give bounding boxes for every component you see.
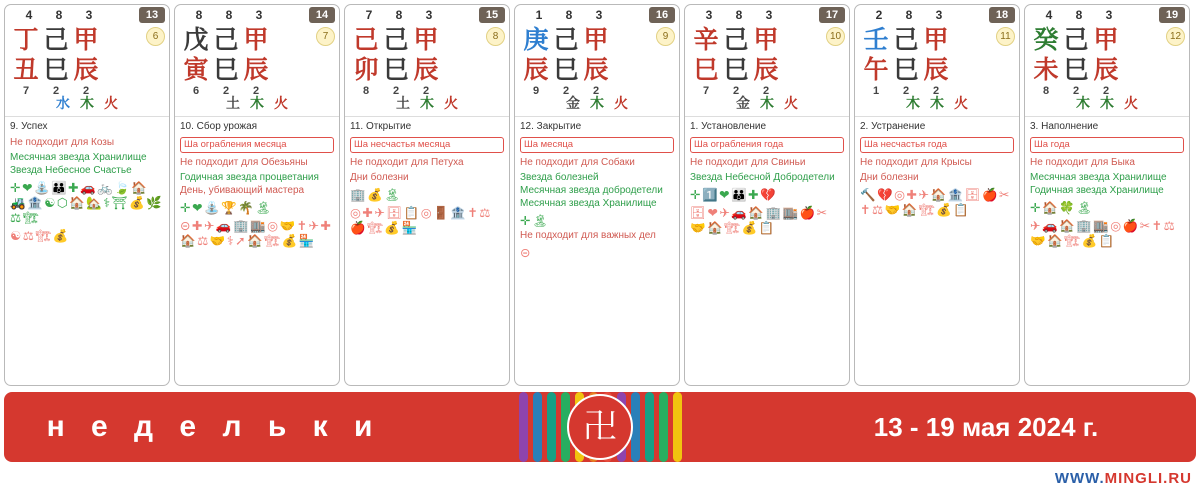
pillars-row	[345, 25, 509, 97]
auspicious-activity-icons: ✛❤⛲👪✚🚗🚲🍃🏠🚜🏦☯⬡🏠🏡⚕⛩💰🌿⚖🏗	[10, 180, 164, 225]
day-number-badge: 16	[649, 7, 675, 23]
heavenly-stem: 丁	[13, 25, 39, 54]
heavenly-stem: 己	[553, 25, 579, 54]
footer-right	[776, 392, 1196, 462]
element-glyph: 木	[420, 96, 434, 112]
card-body	[5, 117, 169, 385]
day-card[interactable]	[344, 4, 510, 386]
pillar-column	[71, 25, 101, 97]
heavenly-stem: 甲	[753, 25, 779, 54]
pillars-row	[855, 25, 1019, 97]
site-url-prefix: WWW.	[1054, 470, 1105, 487]
heavenly-stem: 甲	[243, 25, 269, 54]
footer-banner	[4, 392, 1196, 462]
head-number: 8	[735, 8, 743, 22]
pillar-number: 9	[532, 85, 540, 97]
head-number: 3	[1105, 8, 1113, 22]
auspicious-star: Месячная звезда Хранилище	[10, 152, 147, 163]
head-numbers	[518, 8, 649, 22]
unsuitable-zodiac: Не подходит для Собаки	[520, 157, 635, 168]
inauspicious-activity-icons: ◎✚✈🗄📋◎🚪🏦✝⚖🍎🏗💰🏪	[350, 205, 493, 235]
element-glyph: 土	[226, 96, 240, 112]
pillar-number: 2	[82, 85, 90, 97]
card-body	[175, 117, 339, 385]
element-glyph: 火	[444, 96, 458, 112]
head-number: 8	[225, 8, 233, 22]
element-glyph: 火	[274, 96, 288, 112]
auspicious-star: Годичная звезда процветания	[180, 172, 319, 183]
card-header	[175, 5, 339, 25]
lunar-day-badge: 9	[656, 27, 675, 46]
element-glyph: 木	[590, 96, 604, 112]
inauspicious-star: Дни болезни	[860, 172, 919, 183]
pillars-row	[1025, 25, 1189, 97]
pillar-number: 8	[362, 85, 370, 97]
earthly-branch: 辰	[243, 55, 269, 84]
auspicious-activity-icons: ✛1️⃣❤👪✚💔	[690, 187, 778, 202]
pillar-column	[41, 25, 71, 97]
heavenly-stem: 己	[43, 25, 69, 54]
element-glyph: 火	[784, 96, 798, 112]
auspicious-activity-icons: 🏢💰🏝	[350, 187, 402, 202]
unsuitable-zodiac: Не подходит для Крысы	[860, 157, 972, 168]
pillar-number: 7	[22, 85, 30, 97]
element-glyph: 水	[56, 96, 70, 112]
officer-label: 3. Наполнение	[1030, 121, 1099, 132]
day-number-badge: 17	[819, 7, 845, 23]
head-number: 8	[55, 8, 63, 22]
pillar-number: 1	[872, 85, 880, 97]
heavenly-stem: 庚	[523, 25, 549, 54]
inauspicious-star: День, убивающий мастера	[180, 185, 305, 196]
head-number: 8	[1075, 8, 1083, 22]
heavenly-stem: 辛	[693, 25, 719, 54]
card-body	[1025, 117, 1189, 385]
auspicious-star: Звезда болезней	[520, 172, 599, 183]
element-glyph: 木	[760, 96, 774, 112]
rainbow-ray	[659, 392, 668, 462]
head-number: 3	[705, 8, 713, 22]
element-glyph: 木	[1100, 96, 1114, 112]
head-number: 8	[905, 8, 913, 22]
element-glyph: 土	[396, 96, 410, 112]
pillars-row	[175, 25, 339, 97]
pillar-number: 2	[252, 85, 260, 97]
site-url-name: MINGLI.RU	[1104, 470, 1192, 487]
card-header	[1025, 5, 1189, 25]
date-range: 13 - 19 мая 2024 г.	[873, 411, 1099, 442]
pillar-column	[181, 25, 211, 97]
earthly-branch: 巳	[383, 55, 409, 84]
card-body	[855, 117, 1019, 385]
card-header	[515, 5, 679, 25]
longevity-symbol-icon: 卍	[583, 407, 617, 447]
pillar-column	[1091, 25, 1121, 97]
earthly-branch: 巳	[213, 55, 239, 84]
pillar-column	[551, 25, 581, 97]
pillar-column	[691, 25, 721, 97]
head-number: 3	[255, 8, 263, 22]
earthly-branch: 卯	[353, 55, 379, 84]
inauspicious-activity-icons: 🔨💔◎✚✈🏠🏦🗄🍎✂✝⚖🤝🏠🏗💰📋	[860, 187, 1012, 217]
medallion-icon	[567, 394, 633, 460]
earthly-branch: 辰	[1093, 55, 1119, 84]
sha-badge: Ша ограбления года	[690, 137, 844, 153]
pillar-column	[751, 25, 781, 97]
head-number: 8	[395, 8, 403, 22]
head-number: 3	[765, 8, 773, 22]
head-numbers	[688, 8, 819, 22]
unsuitable-zodiac: Не подходит для Быка	[1030, 157, 1135, 168]
head-number: 8	[565, 8, 573, 22]
officer-label: 9. Успех	[10, 121, 48, 132]
officer-label: 2. Устранение	[860, 121, 926, 132]
pillars-row	[5, 25, 169, 97]
sha-badge: Ша несчастья года	[860, 137, 1014, 153]
pillar-column	[921, 25, 951, 97]
auspicious-star: Звезда Небесное Счастье	[10, 165, 132, 176]
pillar-column	[381, 25, 411, 97]
element-glyph: 木	[1076, 96, 1090, 112]
card-body	[515, 117, 679, 385]
element-glyph: 木	[906, 96, 920, 112]
auspicious-star: Месячная звезда Хранилище	[520, 198, 657, 209]
sha-badge: Ша несчастья месяца	[350, 137, 504, 153]
sha-badge: Ша месяца	[520, 137, 674, 153]
pillar-column	[211, 25, 241, 97]
day-card[interactable]	[514, 4, 680, 386]
unsuitable-zodiac: Не подходит для Козы	[10, 137, 115, 148]
officer-label: 10. Сбор урожая	[180, 121, 258, 132]
day-number-badge: 14	[309, 7, 335, 23]
pillars-row	[685, 25, 849, 97]
head-number: 2	[875, 8, 883, 22]
heavenly-stem: 己	[1063, 25, 1089, 54]
pillar-number: 2	[422, 85, 430, 97]
rainbow-ray	[547, 392, 556, 462]
pillar-number: 2	[52, 85, 60, 97]
red-note: Не подходит для важных дел	[520, 230, 656, 241]
pillar-number: 2	[1102, 85, 1110, 97]
pillar-number: 2	[932, 85, 940, 97]
day-number-badge: 15	[479, 7, 505, 23]
inauspicious-activity-icons: ⊝	[520, 245, 532, 260]
head-numbers	[348, 8, 479, 22]
earthly-branch: 辰	[523, 55, 549, 84]
head-number: 4	[1045, 8, 1053, 22]
card-body	[345, 117, 509, 385]
element-glyph: 火	[1124, 96, 1138, 112]
pillar-column	[241, 25, 271, 97]
heavenly-stem: 甲	[73, 25, 99, 54]
officer-label: 11. Открытие	[350, 121, 412, 132]
pillar-number: 2	[732, 85, 740, 97]
heavenly-stem: 己	[213, 25, 239, 54]
lunar-day-badge: 8	[486, 27, 505, 46]
day-number-badge: 19	[1159, 7, 1185, 23]
card-body	[685, 117, 849, 385]
pillars-row	[515, 25, 679, 97]
unsuitable-zodiac: Не подходит для Петуха	[350, 157, 464, 168]
pillar-column	[891, 25, 921, 97]
inauspicious-activity-icons: ☯⚖🏗💰	[10, 228, 70, 243]
lunar-day-badge: 11	[996, 27, 1015, 46]
week-cards-row	[4, 4, 1196, 386]
earthly-branch: 辰	[753, 55, 779, 84]
head-number: 7	[365, 8, 373, 22]
pillar-column	[411, 25, 441, 97]
earthly-branch: 巳	[893, 55, 919, 84]
pillar-column	[581, 25, 611, 97]
earthly-branch: 巳	[43, 55, 69, 84]
element-glyph: 木	[930, 96, 944, 112]
day-card[interactable]	[854, 4, 1020, 386]
pillar-number: 7	[702, 85, 710, 97]
pillar-column	[11, 25, 41, 97]
pillar-number: 2	[902, 85, 910, 97]
pillar-number: 2	[562, 85, 570, 97]
head-number: 1	[535, 8, 543, 22]
card-header	[345, 5, 509, 25]
week-word: н е д е л ь к и	[46, 410, 382, 443]
head-number: 3	[85, 8, 93, 22]
head-number: 3	[425, 8, 433, 22]
head-number: 3	[935, 8, 943, 22]
pillar-number: 2	[392, 85, 400, 97]
element-glyph: 火	[104, 96, 118, 112]
inauspicious-activity-icons: 🗄❤✈🚗🏠🏢🏬🍎✂🤝🏠🏗💰📋	[690, 205, 829, 235]
day-card[interactable]	[1024, 4, 1190, 386]
lunar-day-badge: 6	[146, 27, 165, 46]
auspicious-activity-icons: ✛🏠🍀🏝	[1030, 200, 1094, 215]
sha-badge: Ша ограбления месяца	[180, 137, 334, 153]
heavenly-stem: 己	[723, 25, 749, 54]
officer-label: 1. Установление	[690, 121, 767, 132]
site-url[interactable]	[1055, 470, 1192, 487]
rainbow-ray	[519, 392, 528, 462]
rainbow-ray	[673, 392, 682, 462]
heavenly-stem: 甲	[413, 25, 439, 54]
heavenly-stem: 壬	[863, 25, 889, 54]
heavenly-stem: 己	[353, 25, 379, 54]
auspicious-activity-icons: ✛🏝	[520, 213, 550, 228]
heavenly-stem: 己	[383, 25, 409, 54]
auspicious-star: Звезда Небесной Добродетели	[690, 172, 835, 183]
element-glyph: 金	[566, 96, 580, 112]
element-glyph: 木	[250, 96, 264, 112]
head-numbers	[178, 8, 309, 22]
head-number: 4	[25, 8, 33, 22]
pillar-column	[521, 25, 551, 97]
earthly-branch: 巳	[553, 55, 579, 84]
auspicious-star: Месячная звезда Хранилище	[1030, 172, 1167, 183]
heavenly-stem: 己	[893, 25, 919, 54]
pillar-number: 2	[762, 85, 770, 97]
officer-label: 12. Закрытие	[520, 121, 582, 132]
pillar-number: 2	[592, 85, 600, 97]
day-number-badge: 18	[989, 7, 1015, 23]
footer-left	[4, 392, 424, 462]
unsuitable-zodiac: Не подходит для Свиньи	[690, 157, 806, 168]
day-number-badge: 13	[139, 7, 165, 23]
pillar-column	[1031, 25, 1061, 97]
earthly-branch: 巳	[723, 55, 749, 84]
heavenly-stem: 戊	[183, 25, 209, 54]
day-card[interactable]	[684, 4, 850, 386]
lunar-day-badge: 10	[826, 27, 845, 46]
earthly-branch: 辰	[73, 55, 99, 84]
unsuitable-zodiac: Не подходит для Обезьяны	[180, 157, 308, 168]
earthly-branch: 丑	[13, 55, 39, 84]
card-header	[685, 5, 849, 25]
heavenly-stem: 甲	[923, 25, 949, 54]
pillar-column	[861, 25, 891, 97]
pillar-number: 6	[192, 85, 200, 97]
pillar-column	[1061, 25, 1091, 97]
head-number: 3	[595, 8, 603, 22]
inauspicious-activity-icons: ✈🚗🏠🏢🏬◎🍎✂✝⚖🤝🏠🏗💰📋	[1030, 218, 1177, 248]
auspicious-star: Месячная звезда добродетели	[520, 185, 663, 196]
inauspicious-activity-icons: ⊝✚✈🚗🏢🏬◎🤝✝✈✚🏠⚖🤝⚕➚🏠🏗💰🏪	[180, 218, 333, 248]
earthly-branch: 辰	[923, 55, 949, 84]
element-glyph: 火	[614, 96, 628, 112]
pillar-column	[351, 25, 381, 97]
head-number: 8	[195, 8, 203, 22]
rainbow-ray	[533, 392, 542, 462]
pillar-number: 8	[1042, 85, 1050, 97]
pillar-number: 2	[1072, 85, 1080, 97]
head-numbers	[8, 8, 139, 22]
head-numbers	[858, 8, 989, 22]
pillar-column	[721, 25, 751, 97]
earthly-branch: 巳	[693, 55, 719, 84]
element-glyph: 木	[80, 96, 94, 112]
card-header	[5, 5, 169, 25]
heavenly-stem: 甲	[583, 25, 609, 54]
auspicious-activity-icons: ✛❤⛲🏆🌴🏝	[180, 200, 273, 215]
lunar-day-badge: 12	[1166, 27, 1185, 46]
earthly-branch: 辰	[413, 55, 439, 84]
earthly-branch: 未	[1033, 55, 1059, 84]
element-glyph: 金	[736, 96, 750, 112]
element-glyph: 火	[954, 96, 968, 112]
sha-badge: Ша года	[1030, 137, 1184, 153]
heavenly-stem: 癸	[1033, 25, 1059, 54]
earthly-branch: 寅	[183, 55, 209, 84]
heavenly-stem: 甲	[1093, 25, 1119, 54]
day-card[interactable]	[4, 4, 170, 386]
earthly-branch: 辰	[583, 55, 609, 84]
lunar-day-badge: 7	[316, 27, 335, 46]
inauspicious-star: Дни болезни	[350, 172, 409, 183]
earthly-branch: 午	[863, 55, 889, 84]
card-header	[855, 5, 1019, 25]
auspicious-star: Годичная звезда Хранилище	[1030, 185, 1164, 196]
day-card[interactable]	[174, 4, 340, 386]
pillar-number: 2	[222, 85, 230, 97]
rainbow-ray	[645, 392, 654, 462]
head-numbers	[1028, 8, 1159, 22]
earthly-branch: 巳	[1063, 55, 1089, 84]
